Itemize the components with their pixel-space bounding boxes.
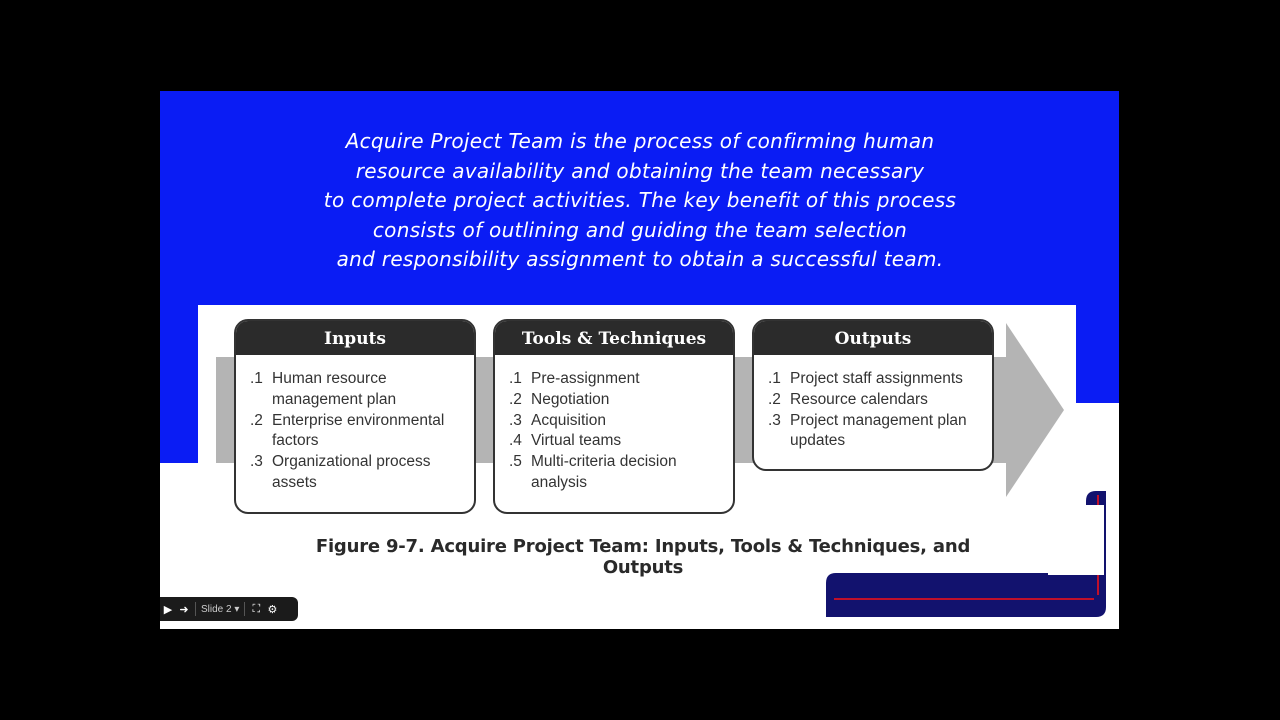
inputs-list bbox=[236, 355, 474, 494]
item-text: Enterprise environmental bbox=[272, 411, 445, 429]
list-item bbox=[250, 411, 466, 453]
list-item bbox=[768, 369, 984, 390]
item-number: .3 bbox=[509, 411, 522, 429]
intro-line: to complete project activities. The key benefit of this process bbox=[323, 188, 957, 212]
item-number: .3 bbox=[768, 411, 781, 429]
item-text: Organizational process bbox=[272, 453, 431, 471]
item-text: Project management plan bbox=[790, 411, 967, 429]
divider bbox=[195, 602, 196, 616]
item-number: .5 bbox=[509, 453, 522, 471]
slide-blue-accent bbox=[160, 403, 200, 463]
item-text: Multi-criteria decision bbox=[531, 453, 677, 471]
item-text: Resource calendars bbox=[790, 390, 928, 408]
item-text: updates bbox=[790, 432, 846, 450]
list-item bbox=[250, 369, 466, 411]
item-text: Human resource bbox=[272, 370, 387, 387]
list-item bbox=[768, 390, 984, 411]
item-text: Pre-assignment bbox=[531, 370, 640, 387]
player-controls bbox=[160, 597, 298, 621]
next-icon[interactable]: ➜ bbox=[179, 603, 189, 616]
chevron-down-icon: ▾ bbox=[234, 603, 240, 615]
list-item bbox=[509, 431, 725, 452]
list-item bbox=[509, 452, 725, 494]
item-text: Project staff assignments bbox=[790, 370, 963, 387]
decorative-corner-shape bbox=[816, 487, 1106, 617]
item-text: factors bbox=[272, 432, 319, 450]
list-item bbox=[509, 390, 725, 411]
divider bbox=[244, 602, 245, 616]
item-text: analysis bbox=[531, 473, 587, 491]
item-number: .2 bbox=[768, 390, 781, 408]
tools-header: Tools & Techniques bbox=[495, 321, 733, 355]
intro-line: and responsibility assignment to obtain a successful team. bbox=[336, 247, 944, 271]
item-number: .1 bbox=[509, 370, 522, 387]
fullscreen-icon[interactable]: ⛶ bbox=[252, 602, 261, 615]
item-text: Negotiation bbox=[531, 390, 610, 408]
figure-caption: Figure 9-7. Acquire Project Team: Inputs, Tools & Techniques, and Outputs bbox=[315, 536, 971, 578]
list-item bbox=[250, 452, 466, 494]
item-text: Acquisition bbox=[531, 411, 606, 429]
outputs-header: Outputs bbox=[754, 321, 992, 355]
intro-line: consists of outlining and guiding the team selection bbox=[372, 217, 908, 242]
inputs-box bbox=[234, 319, 476, 514]
outputs-list bbox=[754, 355, 992, 452]
item-number: .1 bbox=[768, 370, 781, 387]
slide-selector[interactable] bbox=[199, 604, 241, 615]
intro-line: Acquire Project Team is the process of confirming human bbox=[345, 129, 935, 153]
item-number: .2 bbox=[509, 390, 522, 408]
list-item bbox=[768, 411, 984, 453]
inputs-header: Inputs bbox=[236, 321, 474, 355]
list-item bbox=[509, 369, 725, 390]
item-text: assets bbox=[272, 473, 317, 491]
intro-text bbox=[220, 127, 1060, 275]
play-icon[interactable]: ▶ bbox=[163, 603, 173, 616]
gear-icon[interactable]: ⚙ bbox=[267, 603, 278, 616]
slide bbox=[160, 91, 1119, 629]
intro-line: resource availability and obtaining the team necessary bbox=[355, 158, 925, 183]
slide-label: Slide 2 bbox=[201, 603, 232, 615]
item-text: Virtual teams bbox=[531, 432, 622, 450]
item-number: .1 bbox=[250, 370, 263, 387]
item-number: .4 bbox=[509, 432, 522, 450]
list-item bbox=[509, 411, 725, 432]
item-text: management plan bbox=[272, 390, 397, 408]
item-number: .3 bbox=[250, 453, 263, 471]
process-flow-arrow bbox=[1006, 323, 1064, 497]
outputs-box bbox=[752, 319, 994, 471]
tools-list bbox=[495, 355, 733, 494]
item-number: .2 bbox=[250, 411, 263, 429]
tools-box bbox=[493, 319, 735, 514]
